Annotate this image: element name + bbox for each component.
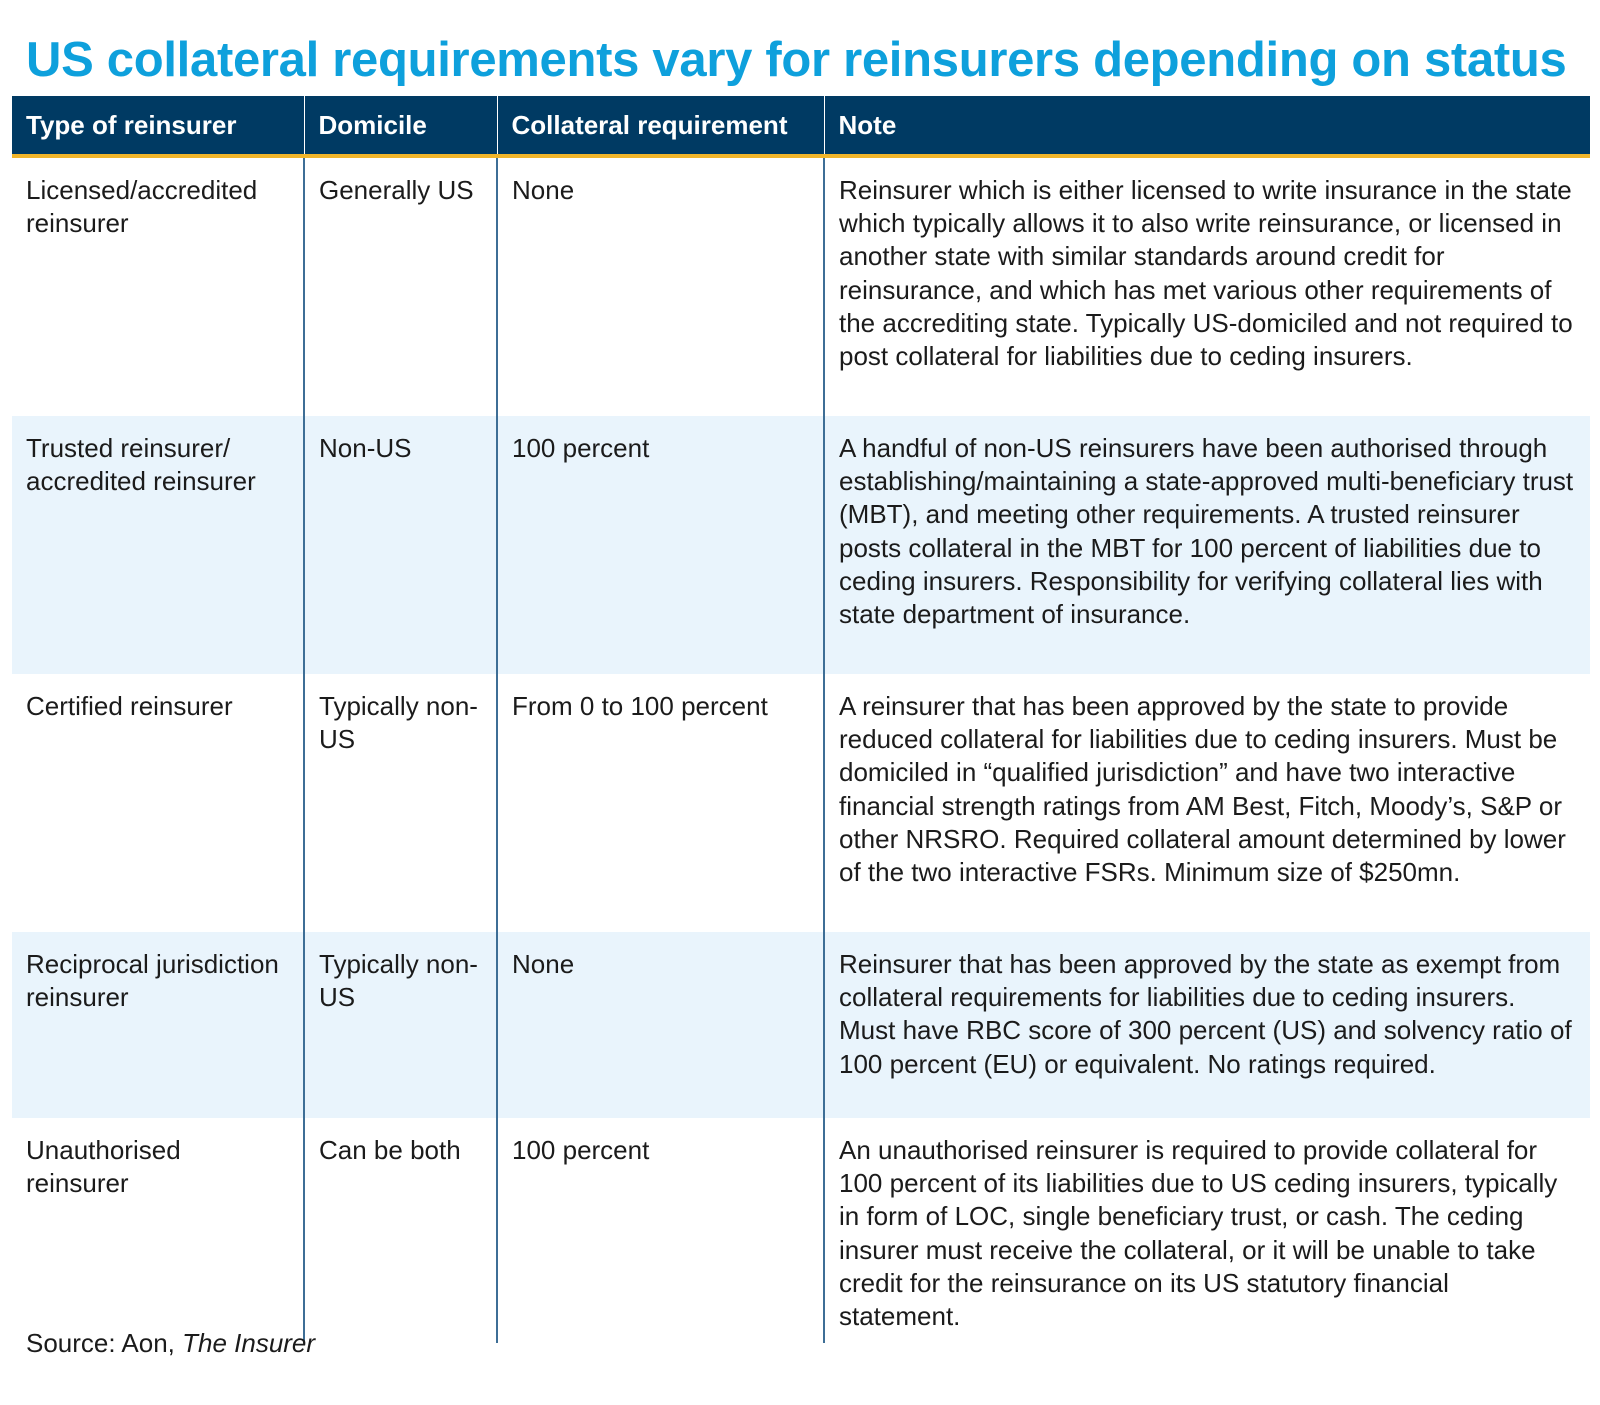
cell-type: Licensed/accredited reinsurer bbox=[26, 175, 258, 239]
cell-collateral: None bbox=[497, 156, 824, 416]
cell-type: Trusted reinsurer/ accredited reinsurer bbox=[12, 416, 304, 674]
table-row bbox=[12, 1118, 1590, 1343]
cell-domicile: Typically non-US bbox=[304, 674, 497, 932]
cell-domicile: Generally US bbox=[304, 156, 497, 416]
cell-domicile: Typically non-US bbox=[304, 932, 497, 1118]
source-prefix: Source: Aon, bbox=[26, 1328, 183, 1358]
cell-type: Reciprocal jurisdiction reinsurer bbox=[12, 932, 304, 1118]
cell-type: Certified reinsurer bbox=[26, 691, 233, 721]
cell-note: A handful of non-US reinsurers have been authorised through establishing/maintaining a state-approved multi-beneficiary trust (MBT), and meeting other requirements. A trusted reinsurer posts collateral in the MBT for 100 percent of liabilities due to ceding insurers. Responsibility for verifying collateral lies with state department of insurance. bbox=[824, 416, 1590, 674]
cell-collateral: 100 percent bbox=[497, 1118, 824, 1343]
cell-domicile: Can be both bbox=[304, 1118, 497, 1343]
collateral-table bbox=[12, 96, 1590, 1343]
cell-collateral: None bbox=[497, 932, 824, 1118]
header-note: Note bbox=[824, 96, 1590, 156]
cell-note: Reinsurer that has been approved by the state as exempt from collateral requirements for liabilities due to ceding insurers. Must have RBC score of 300 percent (US) and solvency ratio of 100 percent (EU) or equivalent. No ratings required. bbox=[824, 932, 1590, 1118]
cell-type: Unauthorised reinsurer bbox=[26, 1135, 181, 1199]
source-publication: The Insurer bbox=[182, 1328, 316, 1358]
cell-collateral: From 0 to 100 percent bbox=[497, 674, 824, 932]
header-type: Type of reinsurer bbox=[12, 96, 304, 156]
cell-domicile: Non-US bbox=[304, 416, 497, 674]
table-row bbox=[12, 932, 1590, 1118]
cell-collateral: 100 percent bbox=[497, 416, 824, 674]
cell-note: A reinsurer that has been approved by the state to provide reduced collateral for liabilities due to ceding insurers. Must be domiciled in “qualified jurisdiction” and have two interactive financial strength ratings from AM Best, Fitch, Moody’s, S&P or other NRSRO. Required collateral amount determined by lower of the two interactive FSRs. Minimum size of $250mn. bbox=[824, 674, 1590, 932]
table-row bbox=[12, 416, 1590, 674]
source-note bbox=[26, 1326, 315, 1360]
header-collateral: Collateral requirement bbox=[497, 96, 824, 156]
header-domicile: Domicile bbox=[304, 96, 497, 156]
header-row bbox=[12, 96, 1590, 156]
table-row bbox=[12, 156, 1590, 416]
table-row bbox=[12, 674, 1590, 932]
chart-title: US collateral requirements vary for reinsurers depending on status bbox=[26, 33, 1567, 87]
cell-note: Reinsurer which is either licensed to write insurance in the state which typically allows it to also write reinsurance, or licensed in another state with similar standards around credit for reinsurance, and which has met various other requirements of the accrediting state. Typically US-domiciled and not required to post collateral for liabilities due to ceding insurers. bbox=[824, 156, 1590, 416]
cell-note: An unauthorised reinsurer is required to provide collateral for 100 percent of its liabilities due to US ceding insurers, typically in form of LOC, single beneficiary trust, or cash. The ceding insurer must receive the collateral, or it will be unable to take credit for the reinsurance on its US statutory financial statement. bbox=[824, 1118, 1590, 1343]
